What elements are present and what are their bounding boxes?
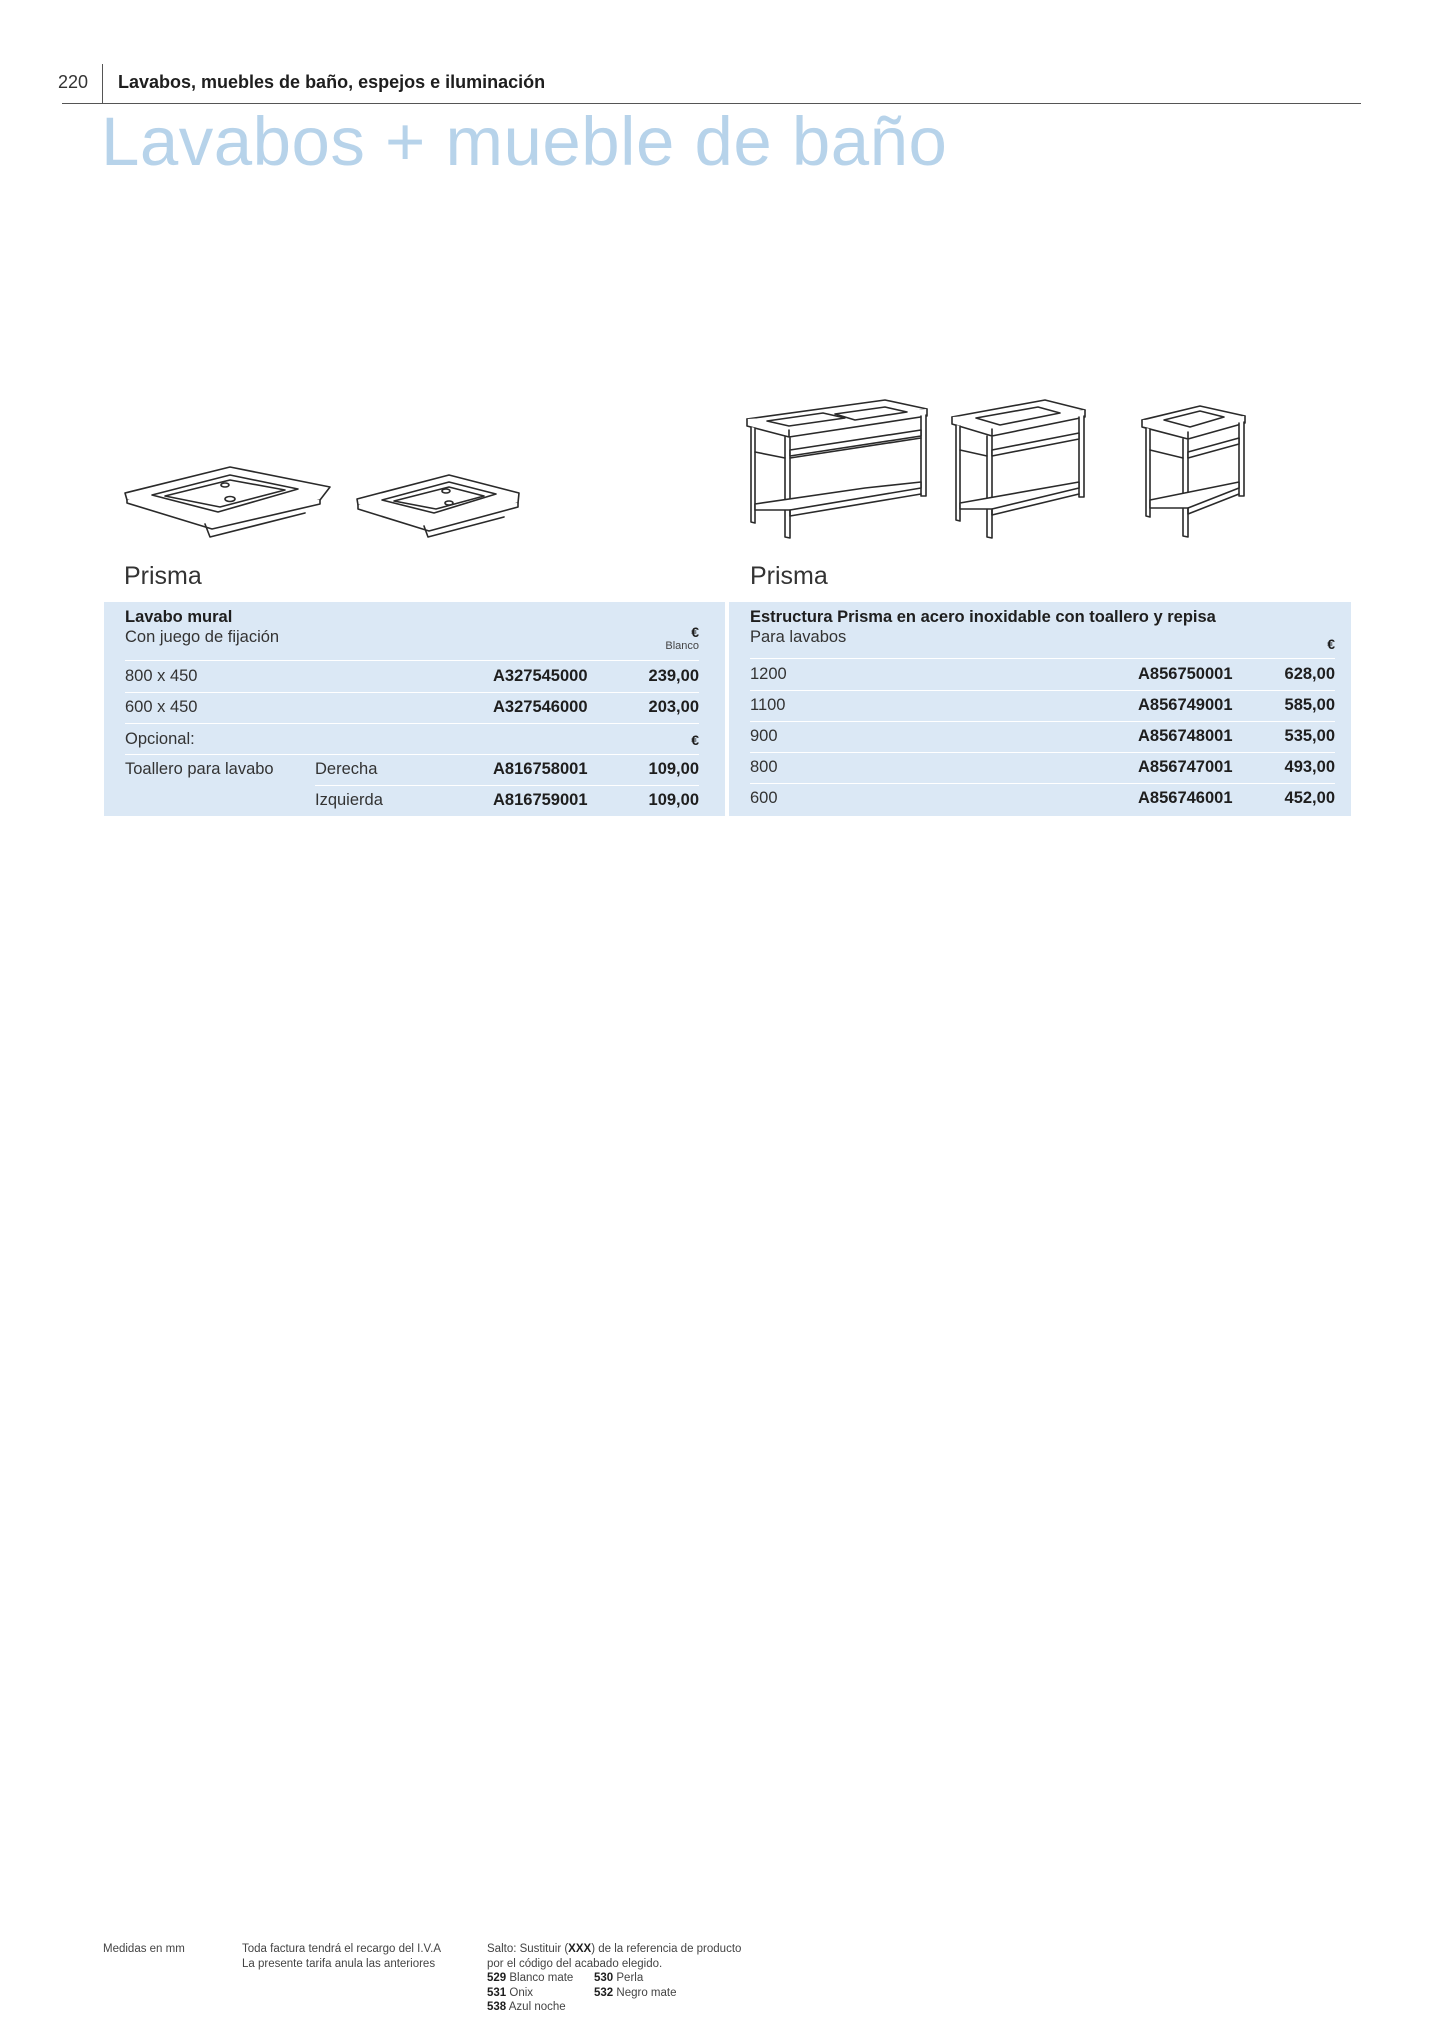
washbasin-illustrations bbox=[120, 455, 540, 540]
row-variant: Derecha bbox=[315, 760, 378, 778]
footer-tax-notes bbox=[242, 1942, 441, 1971]
finish-item: 538 Azul noche bbox=[487, 2001, 566, 2013]
footer-tax-line: La presente tarifa anula las anteriores bbox=[242, 1957, 436, 1970]
row-code: A856750001 bbox=[1138, 665, 1233, 683]
footer-finish-instruction: Salto: Sustituir (XXX) de la referencia de producto bbox=[487, 1943, 742, 1955]
right-price-table bbox=[729, 602, 1351, 816]
divider bbox=[750, 783, 1335, 784]
row-price: 452,00 bbox=[1284, 789, 1335, 807]
footer-finish-row bbox=[487, 1971, 741, 1986]
finish-item: 530 Perla bbox=[594, 1972, 644, 1984]
right-table-subtitle: Para lavabos bbox=[750, 628, 847, 646]
left-table-title: Lavabo mural bbox=[125, 608, 233, 626]
footer-finish-instruction: por el código del acabado elegido. bbox=[487, 1957, 663, 1970]
footer-finish-row bbox=[487, 2000, 741, 2015]
row-price: 109,00 bbox=[648, 760, 699, 778]
row-price: 585,00 bbox=[1284, 696, 1335, 714]
divider bbox=[125, 660, 699, 661]
row-size: 800 bbox=[750, 758, 778, 776]
row-size: 1100 bbox=[750, 696, 786, 714]
washbasin-600-illustration bbox=[357, 475, 519, 537]
divider bbox=[125, 692, 699, 693]
divider bbox=[750, 721, 1335, 722]
divider bbox=[750, 752, 1335, 753]
row-code: A856747001 bbox=[1138, 758, 1233, 776]
washbasin-800-illustration bbox=[125, 467, 330, 537]
finish-item: 531 Onix bbox=[487, 1986, 534, 1999]
structure-illustrations bbox=[745, 392, 1255, 542]
row-size: 1200 bbox=[750, 665, 787, 683]
divider bbox=[315, 785, 699, 786]
row-size: 800 x 450 bbox=[125, 667, 198, 685]
row-size: 600 x 450 bbox=[125, 698, 198, 716]
header-divider bbox=[102, 64, 103, 104]
finish-item: 529 Blanco mate bbox=[487, 1972, 574, 1984]
row-size: 600 bbox=[750, 789, 778, 807]
row-code: A816758001 bbox=[493, 760, 588, 778]
row-price: 493,00 bbox=[1284, 758, 1335, 776]
section-title: Lavabos, muebles de baño, espejos e iluminación bbox=[118, 72, 546, 92]
row-price: 628,00 bbox=[1284, 665, 1335, 683]
small-structure-illustration bbox=[1142, 406, 1245, 537]
row-price: 109,00 bbox=[648, 791, 699, 809]
double-basin-structure-illustration bbox=[747, 400, 927, 538]
left-price-table bbox=[104, 602, 725, 816]
right-product-name: Prisma bbox=[750, 562, 828, 590]
divider bbox=[750, 658, 1335, 659]
divider bbox=[750, 690, 1335, 691]
footer-finish-row bbox=[487, 1986, 741, 2001]
row-price: 239,00 bbox=[648, 667, 699, 685]
row-code: A856746001 bbox=[1138, 789, 1233, 807]
page-title: Lavabos + mueble de baño bbox=[101, 103, 948, 180]
optional-currency: € bbox=[691, 732, 699, 748]
left-finish-label: Blanco bbox=[665, 640, 699, 652]
row-size: 900 bbox=[750, 727, 778, 745]
row-variant: Izquierda bbox=[315, 791, 383, 809]
row-price: 203,00 bbox=[648, 698, 699, 716]
left-currency: € bbox=[691, 624, 699, 640]
row-code: A856749001 bbox=[1138, 696, 1233, 714]
left-product-name: Prisma bbox=[124, 562, 202, 590]
divider bbox=[125, 723, 699, 724]
optional-item-label: Toallero para lavabo bbox=[125, 760, 274, 778]
single-basin-structure-illustration bbox=[952, 400, 1085, 538]
optional-label: Opcional: bbox=[125, 730, 195, 748]
footer-measures: Medidas en mm bbox=[103, 1943, 185, 1955]
page-number: 220 bbox=[58, 72, 89, 92]
right-currency: € bbox=[1327, 636, 1335, 652]
row-code: A816759001 bbox=[493, 791, 588, 809]
left-table-subtitle: Con juego de fijación bbox=[125, 628, 280, 646]
row-price: 535,00 bbox=[1284, 727, 1335, 745]
right-table-title: Estructura Prisma en acero inoxidable con toallero y repisa bbox=[750, 608, 1216, 626]
finish-item: 532 Negro mate bbox=[594, 1986, 677, 1999]
divider bbox=[125, 754, 699, 755]
footer-tax-line: Toda factura tendrá el recargo del I.V.A bbox=[242, 1943, 442, 1955]
footer-finish-notes bbox=[487, 1942, 741, 2015]
row-code: A327546000 bbox=[493, 698, 588, 716]
row-code: A856748001 bbox=[1138, 727, 1233, 745]
row-code: A327545000 bbox=[493, 667, 588, 685]
